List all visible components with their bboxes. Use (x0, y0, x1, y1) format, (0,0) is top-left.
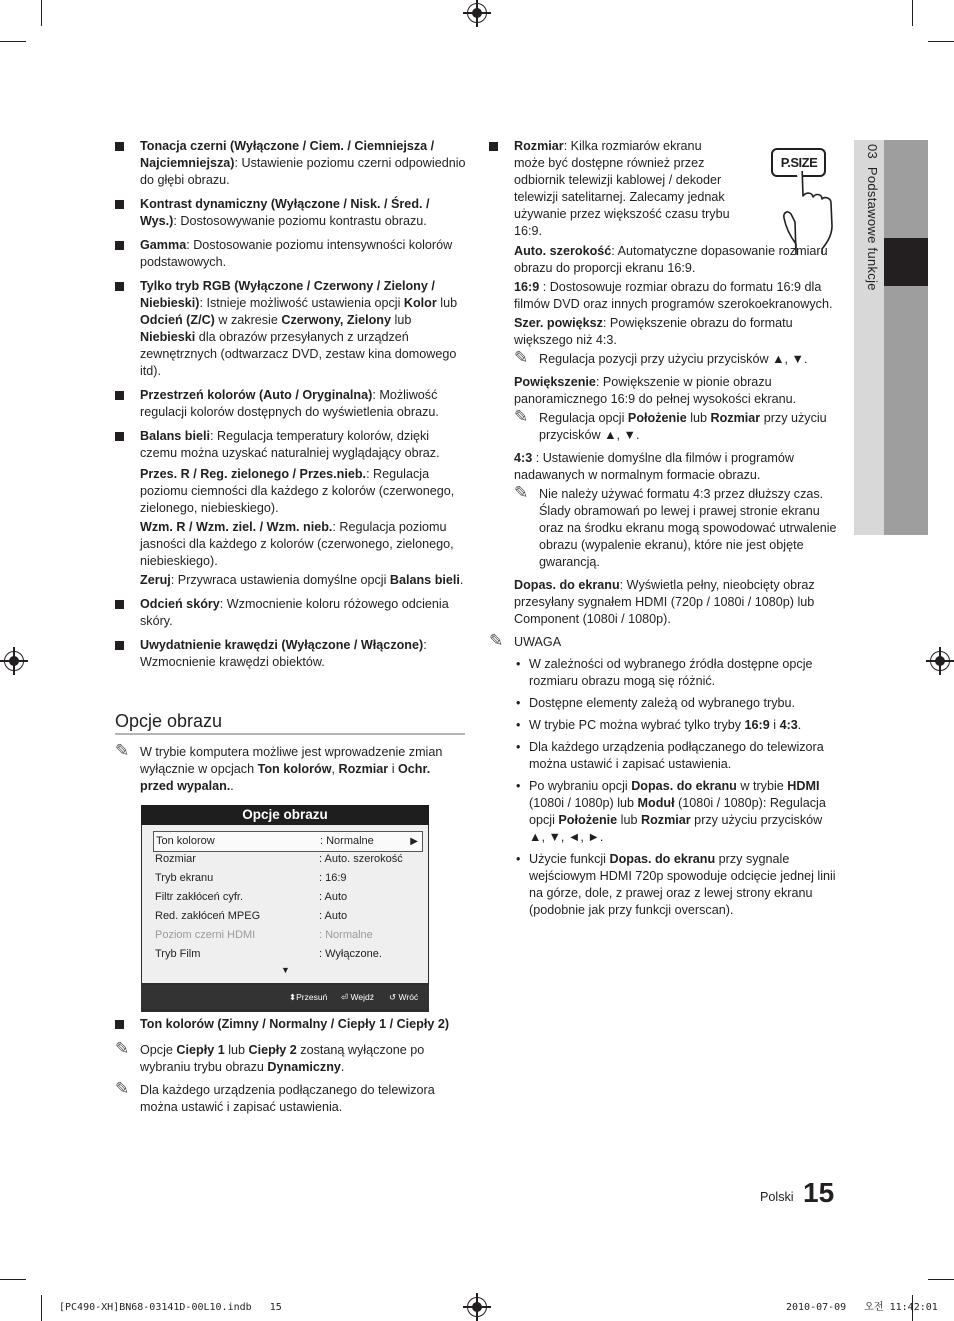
list-item: • W trybie PC można wybrać tylko tryby 16:9 i 4:3. (516, 718, 802, 732)
crop-mark (41, 1295, 42, 1321)
note: ✎ UWAGA (489, 631, 562, 651)
list-item: Odcień skóry: Wzmocnienie koloru różowego odcienia skóry. (115, 596, 467, 630)
pencil-note-icon: ✎ (115, 1079, 130, 1099)
list-item: • Dla każdego urządzenia podłączanego do telewizora można ustawić i zapisać ustawienia. (516, 740, 824, 771)
page-number: 15 (803, 1177, 835, 1208)
chapter-title: Podstawowe funkcje (865, 166, 880, 291)
page-language: Polski (760, 1190, 794, 1204)
registration-mark-icon (930, 651, 950, 671)
section-title: Opcje obrazu (115, 711, 223, 731)
crop-mark (0, 1279, 26, 1280)
side-tab-band (884, 140, 928, 535)
note: ✎ W trybie komputera możliwe jest wprowadzenie zmian wyłącznie w opcjach Ton kolorów, Rozmiar i Ochr. przed wypalan.. (115, 741, 443, 793)
left-column-bottom (115, 1016, 467, 1122)
osd-footer: ⬍Przesuń ⏎ Wejdź ↺ Wróć (141, 985, 429, 1009)
return-icon: ↺ (389, 992, 397, 1002)
osd-menu (141, 805, 429, 1012)
pencil-note-icon: ✎ (514, 407, 529, 427)
pencil-note-icon: ✎ (489, 631, 504, 651)
crop-mark (912, 0, 913, 26)
arrow-down-icon: ▼ (281, 965, 290, 975)
sub-item: Dopas. do ekranu: Wyświetla pełny, nieobcięty obraz przesyłany sygnałem HDMI (720p / 1080i / 1080p) lub Component (1080i / 1080p). (514, 578, 815, 626)
pencil-note-icon: ✎ (115, 741, 130, 761)
list-item: Gamma: Dostosowanie poziomu intensywności kolorów podstawowych. (115, 237, 467, 271)
osd-row-mpeg[interactable]: Red. zakłóceń MPEG : Auto (155, 910, 348, 922)
osd-row-rozmiar[interactable]: Rozmiar : Auto. szerokość (155, 853, 403, 865)
osd-row-tryb-ekranu[interactable]: Tryb ekranu : 16:9 (155, 872, 347, 884)
list-item: • Po wybraniu opcji Dopas. do ekranu w trybie HDMI (1080i / 1080p) lub Moduł (1080i / 1080p): Regulacja opcji Położenie lub Rozmiar przy użyciu przycisków ▲, ▼, ◄, ►. (516, 779, 826, 844)
note: ✎ Nie należy używać formatu 4:3 przez dłuższy czas. Ślady obramowań po lewej i prawej stronie ekranu oraz na środku ekranu mogą spowodować utrwalenie obrazu (wypalenie ekranu), które nie jest objęte gwarancją. (514, 483, 837, 569)
side-tab-label (857, 144, 881, 344)
sub-item: Szer. powiększ: Powiększenie obrazu do formatu większego niż 4:3. (514, 316, 793, 347)
list-item: Balans bieli: Regulacja temperatury kolorów, dzięki czemu można uzyskać naturalniej wyglądający obraz. (115, 428, 467, 462)
list-item: • Użycie funkcji Dopas. do ekranu przy sygnale wejściowym HDMI 720p spowoduje odcięcie jednej linii na górze, dole, z prawej oraz z lewej strony ekranu (podobnie jak przy funkcji overscan). (516, 852, 836, 917)
osd-row-hdmi: Poziom czerni HDMI : Normalne (155, 929, 373, 941)
crop-mark (41, 0, 42, 26)
note: ✎ Dla każdego urządzenia podłączanego do telewizora można ustawić i zapisać ustawienia. (115, 1079, 435, 1114)
enter-icon: ⏎ (341, 992, 349, 1002)
registration-mark-icon (467, 3, 487, 23)
sub-item: Zeruj: Przywraca ustawienia domyślne opcji Balans bieli. (140, 573, 464, 587)
sub-item (489, 407, 841, 444)
pencil-note-icon: ✎ (115, 1039, 130, 1059)
osd-row-tryb-film[interactable]: Tryb Film : Wyłączone. (155, 948, 382, 960)
sub-item: 16:9 : Dostosowuje rozmiar obrazu do formatu 16:9 dla filmów DVD oraz innych programów szerokoekranowych. (514, 280, 833, 311)
up-down-icon: ⬍ (289, 992, 297, 1002)
crop-mark (928, 41, 954, 42)
print-date: 2010-07-09 오전 11:42:01 (786, 1302, 938, 1313)
section-rule (115, 733, 465, 735)
list-item: Przestrzeń kolorów (Auto / Oryginalna): Możliwość regulacji kolorów dostępnych do wyświetlenia obrazu. (115, 387, 467, 421)
pencil-note-icon: ✎ (514, 348, 529, 368)
osd-row-ton-kolorow[interactable]: Ton kolorow : Normalne ▶ (153, 831, 423, 852)
chapter-number: 03 (865, 144, 880, 160)
note: ✎ Regulacja opcji Położenie lub Rozmiar przy użyciu przycisków ▲, ▼. (514, 407, 827, 442)
osd-title: Opcje obrazu (141, 805, 429, 825)
registration-mark-icon (467, 1297, 487, 1317)
list-item: Kontrast dynamiczny (Wyłączone / Nisk. / Śred. / Wys.): Dostosowywanie poziomu kontrastu obrazu. (115, 196, 467, 230)
registration-mark-icon (4, 651, 24, 671)
note: ✎ Opcje Ciepły 1 lub Ciepły 2 zostaną wyłączone po wybraniu trybu obrazu Dynamiczny. (115, 1039, 425, 1074)
side-tab-marker (884, 238, 928, 286)
sub-item (489, 483, 841, 571)
psize-remote-illustration (766, 144, 846, 256)
psize-button-label: P.SIZE (776, 154, 822, 171)
left-column (115, 138, 467, 678)
sub-item: Auto. szerokość: Automatyczne dopasowanie rozmiaru obrazu do proporcji ekranu 16:9. (514, 244, 828, 275)
print-file-info: [PC490-XH]BN68-03141D-00L10.indb 15 (59, 1302, 282, 1313)
crop-mark (0, 41, 26, 42)
uwaga-list (489, 656, 841, 919)
sub-item: Powiększenie: Powiększenie w pionie obrazu panoramicznego 16:9 do pełnej wysokości ekranu. (514, 375, 797, 406)
arrow-right-icon: ▶ (410, 836, 418, 847)
list-item: • W zależności od wybranego źródła dostępne opcje rozmiaru obrazu mogą się różnić. (516, 657, 813, 688)
crop-mark (928, 1279, 954, 1280)
list-item: Rozmiar: Kilka rozmiarów ekranu może być dostępne również przez odbiornik telewizji kablowej / dekoder telewizji satelitarnej. Zalecamy jednak używanie przez większość czasu trybu 16:9. (489, 138, 841, 240)
list-item: Uwydatnienie krawędzi (Wyłączone / Włączone): Wzmocnienie krawędzi obiektów. (115, 637, 467, 671)
note: ✎ Regulacja pozycji przy użyciu przycisków ▲, ▼. (514, 348, 808, 368)
osd-row-filtr[interactable]: Filtr zakłóceń cyfr. : Auto (155, 891, 348, 903)
list-item: • Dostępne elementy zależą od wybranego trybu. (516, 696, 796, 710)
section-note-block (115, 741, 465, 801)
list-item: Tylko tryb RGB (Wyłączone / Czerwony / Zielony / Niebieski): Istnieje możliwość ustawienia opcji Kolor lub Odcień (Z/C) w zakresie Czerwony, Zielony lub Niebieski dla obrazów przesyłanych z urządzeń zewnętrznych (odtwarzacz DVD, zestaw kina domowego itd). (115, 278, 467, 380)
sub-item: 4:3 : Ustawienie domyślne dla filmów i programów nadawanych w normalnym formacie obrazu. (514, 451, 794, 482)
sub-item: Przes. R / Reg. zielonego / Przes.nieb.: Regulacja poziomu ciemności dla każdego z kolorów (czerwonego, zielonego, niebieskiego). (140, 467, 455, 515)
pencil-note-icon: ✎ (514, 483, 529, 503)
sub-item (489, 348, 841, 368)
osd-body (142, 825, 428, 983)
list-item: Tonacja czerni (Wyłączone / Ciem. / Ciemniejsza / Najciemniejsza): Ustawienie poziomu czerni odpowiednio do głębi obrazu. (115, 138, 467, 189)
list-item: Ton kolorów (Zimny / Normalny / Ciepły 1 / Ciepły 2) (115, 1016, 467, 1033)
sub-item: Wzm. R / Wzm. ziel. / Wzm. nieb.: Regulacja poziomu jasności dla każdego z kolorów (czerwonego, zielonego, niebieskiego). (140, 520, 454, 568)
